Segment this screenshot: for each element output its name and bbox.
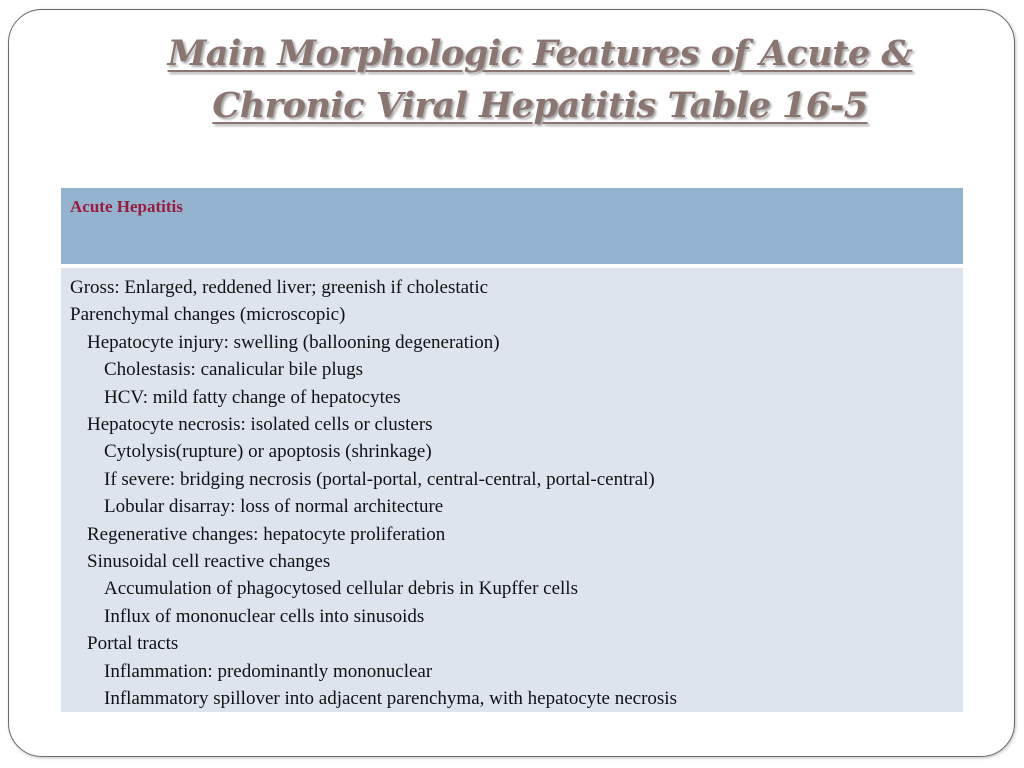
table-row: Inflammation: predominantly mononuclear bbox=[104, 660, 433, 682]
table-row: Regenerative changes: hepatocyte proliferation bbox=[87, 523, 446, 545]
table-row: Gross: Enlarged, reddened liver; greenish if cholestatic bbox=[70, 277, 489, 298]
table-row: Inflammatory spillover into adjacent parenchyma, with hepatocyte necrosis bbox=[104, 688, 677, 710]
table-header bbox=[61, 188, 963, 264]
table-body bbox=[61, 268, 963, 712]
table-row: Influx of mononuclear cells into sinusoids bbox=[104, 605, 425, 627]
table-row: Hepatocyte injury: swelling (ballooning degeneration) bbox=[87, 331, 500, 353]
table-row: Cytolysis(rupture) or apoptosis (shrinkage) bbox=[104, 441, 432, 463]
table-row: Sinusoidal cell reactive changes bbox=[87, 551, 331, 573]
table-row: HCV: mild fatty change of hepatocytes bbox=[104, 386, 401, 408]
table-row: Hepatocyte necrosis: isolated cells or clusters bbox=[87, 414, 433, 436]
slide-title-line-2: Chronic Viral Hepatitis Table 16-5 bbox=[212, 85, 868, 126]
table-row: Parenchymal changes (microscopic) bbox=[70, 304, 346, 326]
table-row: Cholestasis: canalicular bile plugs bbox=[104, 359, 364, 381]
table-header-label: Acute Hepatitis bbox=[70, 197, 183, 216]
table-row: Portal tracts bbox=[87, 633, 179, 655]
table-row: Accumulation of phagocytosed cellular debris in Kupffer cells bbox=[104, 578, 578, 600]
table-row: If severe: bridging necrosis (portal-portal, central-central, portal-central) bbox=[104, 468, 655, 490]
slide-title-line-1: Main Morphologic Features of Acute & bbox=[167, 33, 913, 74]
table-row: Lobular disarray: loss of normal architecture bbox=[104, 496, 444, 518]
slide-title bbox=[60, 28, 1020, 132]
